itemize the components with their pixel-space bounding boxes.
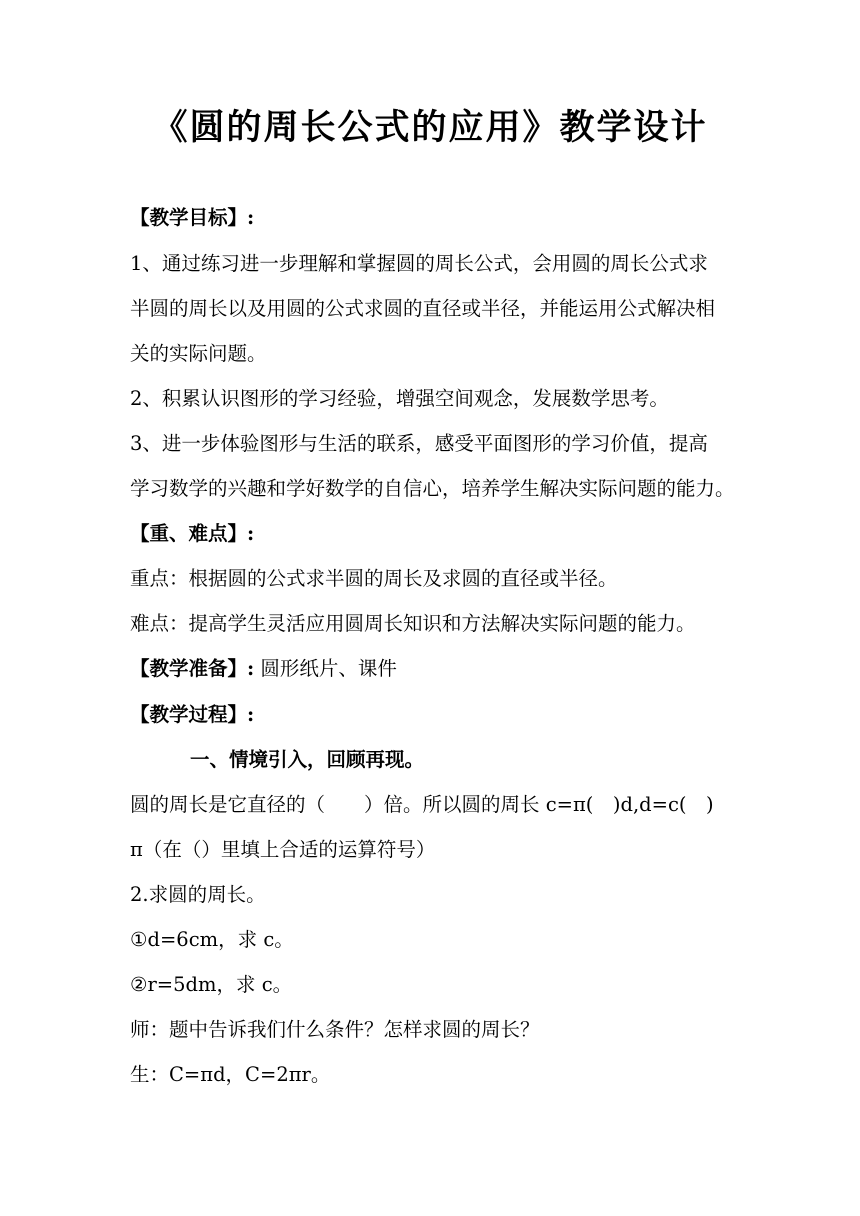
preparation-heading: 【教学准备】: bbox=[130, 657, 255, 680]
key-point-text: 重点：根据圆的公式求半圆的周长及求圆的直径或半径。 bbox=[130, 567, 618, 590]
objective-line: 学习数学的兴趣和学好数学的自信心，培养学生解决实际问题的能力。 bbox=[130, 477, 735, 500]
preparation-row bbox=[130, 655, 750, 683]
key-points-heading: 【重、难点】: bbox=[130, 522, 255, 545]
process-line: 圆的周长是它直径的（ ）倍。所以圆的周长 c=π( )d,d=c( ) bbox=[130, 793, 714, 816]
process-line: ②r=5dm，求 c。 bbox=[130, 973, 293, 996]
objective-line: 3、进一步体验图形与生活的联系，感受平面图形的学习价值，提高 bbox=[130, 432, 708, 455]
process-line: π（在（）里填上合适的运算符号） bbox=[130, 838, 436, 861]
objective-line: 半圆的周长以及用圆的公式求圆的直径或半径，并能运用公式解决相 bbox=[130, 297, 716, 320]
document-title: 《圆的周长公式的应用》教学设计 bbox=[152, 107, 708, 148]
process-line: ①d=6cm，求 c。 bbox=[130, 928, 294, 951]
objective-line: 关的实际问题。 bbox=[130, 342, 267, 365]
difficult-point-text: 难点：提高学生灵活应用圆周长知识和方法解决实际问题的能力。 bbox=[130, 612, 696, 635]
process-heading: 【教学过程】: bbox=[130, 703, 255, 726]
process-line: 2.求圆的周长。 bbox=[130, 883, 266, 906]
process-line: 生：C=πd，C=2πr。 bbox=[130, 1063, 331, 1086]
preparation-text: 圆形纸片、课件 bbox=[254, 657, 397, 680]
objectives-heading: 【教学目标】: bbox=[130, 206, 255, 229]
objective-line: 2、积累认识图形的学习经验，增强空间观念，发展数学思考。 bbox=[130, 387, 669, 410]
process-line: 师：题中告诉我们什么条件？怎样求圆的周长？ bbox=[130, 1018, 540, 1041]
objective-line: 1、通过练习进一步理解和掌握圆的周长公式，会用圆的周长公式求 bbox=[130, 252, 708, 275]
section-heading: 一、情境引入，回顾再现。 bbox=[190, 748, 425, 771]
